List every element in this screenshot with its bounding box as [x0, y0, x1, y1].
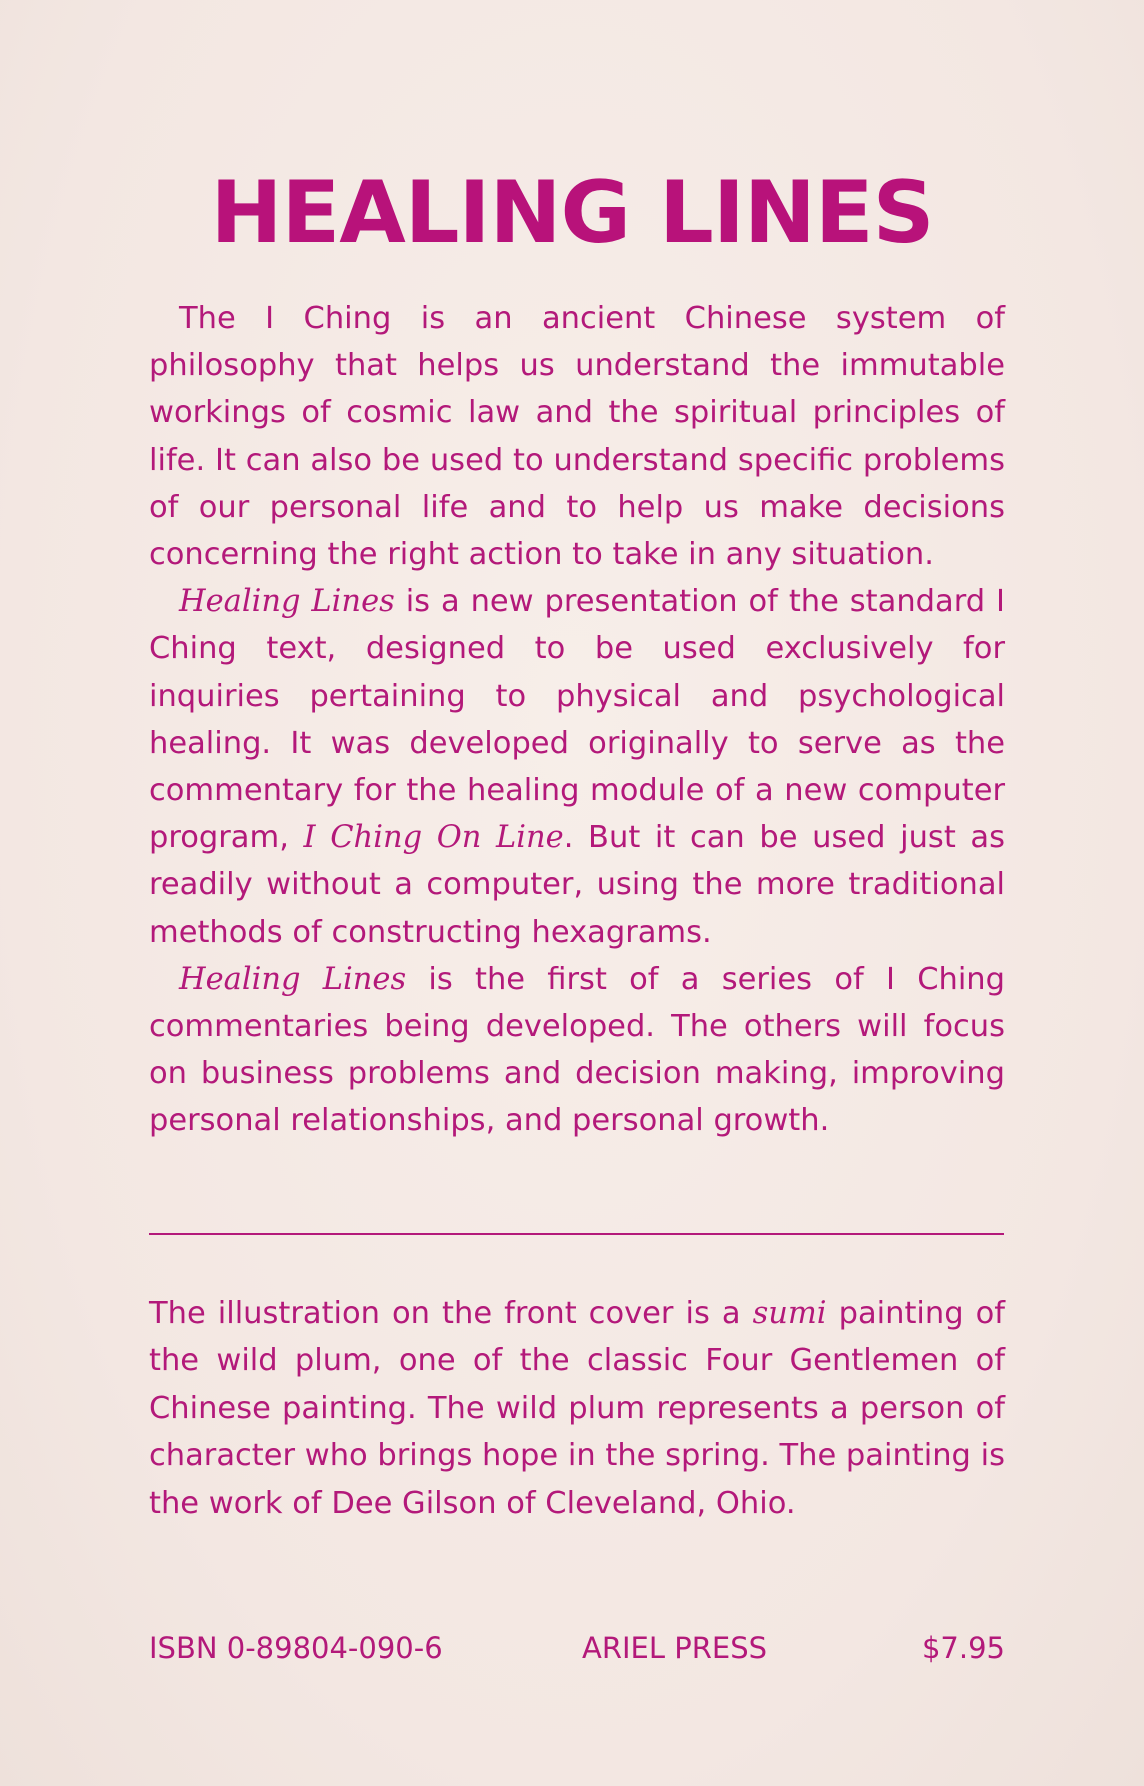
program-title-italic: I Ching On Line — [303, 820, 564, 856]
paragraph-intro-text: The I Ching is an ancient Chinese system of philosophy that helps us understand the immutable workings of cosmic law and the spiritual principles of life. It can also be used to understand specific problems of our personal life and to help us make decisions concerning the right action to take in any situation. — [149, 301, 1005, 573]
price: $7.95 — [921, 1631, 1005, 1665]
sumi-term: sumi — [752, 1296, 827, 1331]
footer — [149, 1626, 1005, 1670]
divider-rule — [149, 1233, 1004, 1235]
paragraph-text: is the first of a series of I Ching commentaries being developed. The others will focus on business problems and decision making, improving personal relationships, and personal growth. — [149, 961, 1006, 1139]
book-title-italic: Healing Lines — [179, 961, 407, 997]
description — [149, 295, 1005, 1145]
paragraph-healing-lines — [149, 578, 1005, 956]
cover-illustration-note — [149, 1290, 1005, 1527]
note-text: painting of the wild plum, one of the classic Four Gentlemen of Chinese painting. The wild plum represents a person of character who brings hope in the spring. The painting is the work of Dee Gilson of Cleveland, Ohio. — [149, 1296, 1005, 1521]
note-text: The illustration on the front cover is a — [149, 1296, 753, 1331]
publisher: ARIEL PRESS — [582, 1631, 768, 1665]
isbn: ISBN 0-89804-090-6 — [149, 1631, 443, 1665]
paragraph-intro — [149, 295, 1005, 578]
paragraph-series — [149, 956, 1005, 1145]
paragraph-text: is a new presentation of the standard I Ching text, designed to be used exclusively for inquiries pertaining to physical and psychological healing. It was developed originally to serve as the commentary for the healing module of a new computer program, — [149, 584, 1005, 856]
book-title-italic: Healing Lines — [179, 584, 395, 620]
paragraph-text: . But it can be used just as readily without a computer, using the more traditional methods of constructing hexagrams. — [149, 820, 1005, 950]
book-title: HEALING LINES — [210, 163, 934, 263]
